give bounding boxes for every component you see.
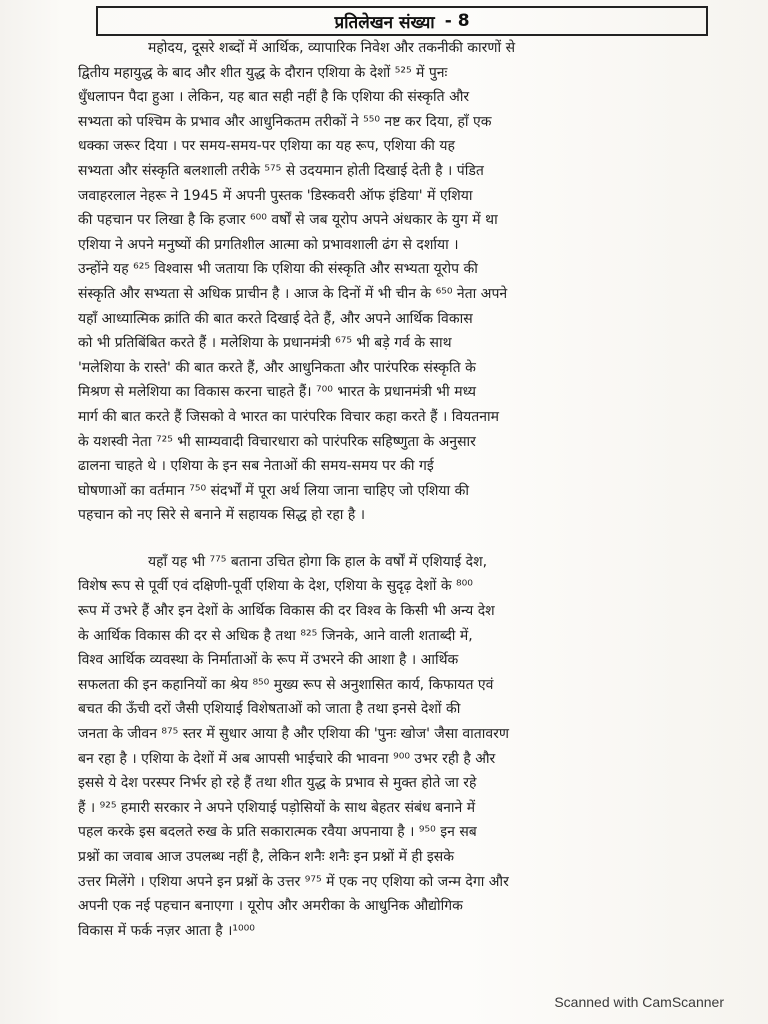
transcription-number: - 8 — [444, 11, 470, 31]
text-line: रूप में उभरे हैं और इन देशों के आर्थिक विकास की दर विश्व के किसी भी अन्य देश — [78, 603, 495, 620]
text-line: धक्का जरूर दिया । पर समय-समय-पर एशिया का यह रूप, एशिया की यह — [78, 138, 455, 155]
text-line: सफलता की इन कहानियों का श्रेय ⁸⁵⁰ मुख्य रूप से अनुशासित कार्य, किफायत एवं — [78, 676, 494, 693]
text-line: के यशस्वी नेता ⁷²⁵ भी साम्यवादी विचारधारा को पारंपरिक सहिष्णुता के अनुसार — [78, 433, 476, 450]
text-line: उत्तर मिलेंगे । एशिया अपने इन प्रश्नों के उत्तर ⁹⁷⁵ में एक नए एशिया को जन्म देगा और — [78, 873, 509, 890]
text-line: धुँधलापन पैदा हुआ । लेकिन, यह बात सही नहीं है कि एशिया की संस्कृति और — [78, 89, 470, 106]
text-line: मार्ग की बात करते हैं जिसको वे भारत का पारंपरिक विचार कहा करते हैं । वियतनाम — [78, 408, 499, 425]
text-line: एशिया ने अपने मनुष्यों की प्रगतिशील आत्मा को प्रभावशाली ढंग से दर्शाया । — [78, 236, 459, 253]
text-line: उन्होंने यह ⁶²⁵ विश्वास भी जताया कि एशिया की संस्कृति और सभ्यता यूरोप की — [78, 261, 478, 278]
transcription-title-box — [96, 6, 708, 36]
text-line: सभ्यता को पश्चिम के प्रभाव और आधुनिकतम तरीकों ने ⁵⁵⁰ नष्ट कर दिया, हाँ एक — [78, 113, 492, 130]
text-line: जवाहरलाल नेहरू ने 1945 में अपनी पुस्तक 'डिस्कवरी ऑफ इंडिया' में एशिया — [78, 187, 473, 204]
text-line: मिश्रण से मलेशिया का विकास करना चाहते हैं। ⁷⁰⁰ भारत के प्रधानमंत्री भी मध्य — [78, 384, 476, 401]
text-line: के आर्थिक विकास की दर से अधिक है तथा ⁸²⁵ जिनके, आने वाली शताब्दी में, — [78, 627, 473, 644]
text-line: महोदय, दूसरे शब्दों में आर्थिक, व्यापारिक निवेश और तकनीकी कारणों से — [148, 40, 516, 56]
text-line: संस्कृति और सभ्यता से अधिक प्राचीन है । आज के दिनों में भी चीन के ⁶⁵⁰ नेता अपने — [78, 285, 508, 302]
transcription-body — [78, 36, 710, 943]
text-line: हैं । ⁹²⁵ हमारी सरकार ने अपने एशियाई पड़ोसियों के साथ बेहतर संबंध बनाने में — [78, 799, 476, 816]
text-line: बचत की ऊँची दरों जैसी एशियाई विशेषताओं को जाता है तथा इनसे देशों की — [78, 701, 461, 718]
text-line: पहल करके इस बदलते रुख के प्रति सकारात्मक रवैया अपनाया है । ⁹⁵⁰ इन सब — [78, 824, 477, 841]
camscanner-watermark: Scanned with CamScanner — [554, 994, 724, 1010]
text-line: अपनी एक नई पहचान बनाएगा । यूरोप और अमरीका के आधुनिक औद्योगिक — [78, 898, 463, 915]
paragraph-1 — [78, 36, 710, 528]
text-line: जनता के जीवन ⁸⁷⁵ स्तर में सुधार आया है और एशिया की 'पुनः खोज' जैसा वातावरण — [78, 726, 510, 743]
paragraph-2 — [78, 550, 710, 944]
text-line: घोषणाओं का वर्तमान ⁷⁵⁰ संदर्भों में पूरा अर्थ लिया जाना चाहिए जो एशिया की — [78, 482, 469, 499]
text-line: को भी प्रतिबिंबित करते हैं । मलेशिया के प्रधानमंत्री ⁶⁷⁵ भी बड़े गर्व के साथ — [78, 335, 452, 352]
text-line: विश्व आर्थिक व्यवस्था के निर्माताओं के रूप में उभरने की आशा है । आर्थिक — [78, 652, 459, 669]
text-line: की पहचान पर लिखा है कि हजार ⁶⁰⁰ वर्षों से जब यूरोप अपने अंधकार के युग में था — [78, 212, 498, 229]
text-line: विशेष रूप से पूर्वी एवं दक्षिणी-पूर्वी एशिया के देश, एशिया के सुदृढ़ देशों के ⁸⁰⁰ — [78, 578, 473, 595]
text-line: विकास में फर्क नज़र आता है ।¹⁰⁰⁰ — [78, 922, 255, 939]
text-line: पहचान को नए सिरे से बनाने में सहायक सिद्ध हो रहा है । — [78, 507, 366, 524]
text-line: यहाँ आध्यात्मिक क्रांति की बात करते दिखाई देते हैं, और अपने आर्थिक विकास — [78, 310, 473, 327]
text-line: प्रश्नों का जवाब आज उपलब्ध नहीं है, लेकिन शनैः शनैः इन प्रश्नों में ही इसके — [78, 849, 455, 865]
text-line: द्वितीय महायुद्ध के बाद और शीत युद्ध के दौरान एशिया के देशों ⁵²⁵ में पुनः — [78, 64, 448, 81]
transcription-title: प्रतिलेखन संख्या — [334, 12, 435, 33]
text-line: इससे ये देश परस्पर निर्भर हो रहे हैं तथा शीत युद्ध के प्रभाव से मुक्त होते जा रहे — [78, 775, 477, 792]
text-line: ढालना चाहते थे । एशिया के इन सब नेताओं की समय-समय पर की गई — [78, 458, 434, 475]
text-line: बन रहा है । एशिया के देशों में अब आपसी भाईचारे की भावना ⁹⁰⁰ उभर रही है और — [78, 750, 496, 767]
text-line: 'मलेशिया के रास्ते' की बात करते हैं, और आधुनिकता और पारंपरिक संस्कृति के — [78, 359, 476, 376]
text-line: यहाँ यह भी ⁷⁷⁵ बताना उचित होगा कि हाल के वर्षों में एशियाई देश, — [148, 553, 488, 570]
text-line: सभ्यता और संस्कृति बलशाली तरीके ⁵⁷⁵ से उदयमान होती दिखाई देती है । पंडित — [78, 162, 484, 179]
